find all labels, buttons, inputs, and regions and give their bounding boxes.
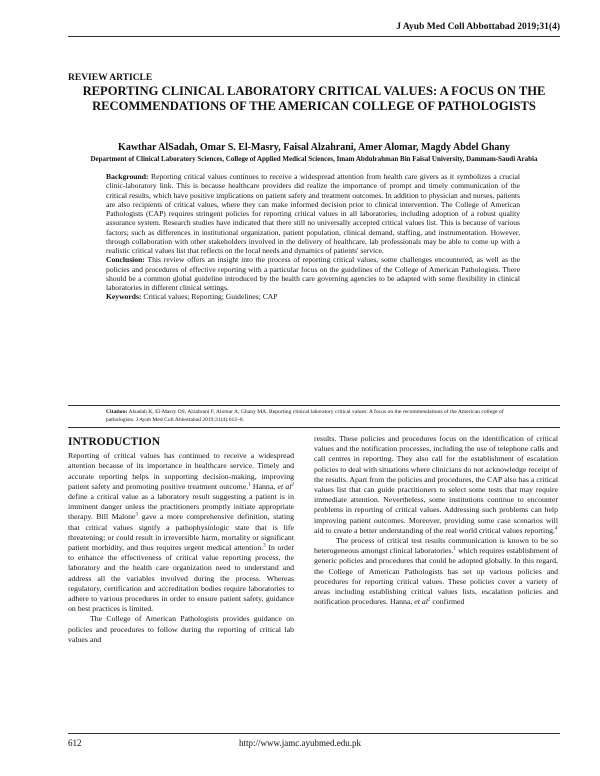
text-run: In order to enhance the effectiveness of critical value reporting process, the laboratory and the health care organization need to understand and address all the variables involved during the process. Whereas regulatory, certification and accreditation bodies require laboratories to adhere to various procedures in order to ensure patient safety, guidance on best practices is limited. xyxy=(68,543,294,614)
text-run: gave a more comprehensive definition, stating that critical values signify a pathophysiologic state that is life threatening; or could result in irreversible harm, mortality or significant patient morbidity, and thus requires urgent medical attention. xyxy=(68,512,294,553)
text-run: results. These policies and procedures focus on the identification of critical values and the notification processes, including the use of telephone calls and call centres in reporting. They also call for the establishment of escalation policies to deal with situations where clinicians do not acknowledge receipt of the results. Apart from the policies and procedures, the CAP also has a critical values list that can guide practitioners to select some tests that may require immediate attention. Nevertheless, some institutions continue to encounter problems in reporting of critical values. Addressing such problems can help improving patient outcomes. Moreover, providing some case scenarios will aid to create a better understanding of the real world critical values reporting. xyxy=(314,434,559,535)
left-column xyxy=(68,437,294,645)
keywords-text: Critical values; Reporting; Guidelines; CAP xyxy=(141,292,278,302)
reference-mark: 4 xyxy=(554,526,558,532)
et-al: et al xyxy=(414,597,428,607)
reference-mark: 3 xyxy=(263,543,266,549)
abstract xyxy=(106,172,520,302)
journal-citation-header: J Ayub Med Coll Abbottabad 2019;31(4) xyxy=(396,22,560,32)
intro-paragraph-2: The College of American Pathologists provides guidance on policies and procedures to follow during the reporting of critical lab values and xyxy=(68,614,294,644)
keywords-label: Keywords: xyxy=(106,292,142,302)
text-run: which requires establishment of generic policies and procedures that could be adopted globally. In this regard, the College of American Pathologists has set up various policies and procedures for reporting critical values. These policies cover a variety of areas including establishing critical values lists, escalation policies and notification procedures. Hanna, xyxy=(314,546,558,607)
text-run: define a critical value as a laboratory result suggesting a patient is in imminent danger unless the practitioners promptly initiate appropriate therapy. Bill Malone xyxy=(68,492,294,522)
abstract-conclusion xyxy=(106,255,520,292)
reference-mark: 3 xyxy=(135,512,139,518)
right-paragraph-2 xyxy=(314,536,558,607)
text-run: confirmed xyxy=(430,597,465,607)
conclusion-label: Conclusion: xyxy=(106,255,145,265)
citation-top-rule xyxy=(68,405,560,406)
et-al: et al xyxy=(277,481,292,491)
text-run: Reporting of critical values has continued to receive a widespread attention because of its importance in healthcare service. Timely and accurate reporting helps in supporting decision-making, improving patient safety and promoting positive treatment outcome. xyxy=(68,451,294,491)
article-title: REPORTING CLINICAL LABORATORY CRITICAL VALUES: A FOCUS ON THE RECOMMENDATIONS OF THE AMERICAN COLLEGE OF PATHOLOGISTS xyxy=(82,84,546,113)
reference-mark: 2 xyxy=(427,597,431,603)
citation-text: Alsadah K, El-Masry OS, Alzahrani F, Alomar A, Ghany MA. Reporting clinical laboratory critical values: A focus on the recommendations of the American college of pathologists. J Ayub Med Coll Abbottabad 2019;31(4):612–8. xyxy=(106,409,504,423)
introduction-heading: INTRODUCTION xyxy=(68,436,161,448)
header-rule xyxy=(68,36,560,37)
citation-block xyxy=(106,409,520,424)
abstract-background xyxy=(106,172,520,255)
reference-mark: 1 xyxy=(248,482,251,488)
article-type: REVIEW ARTICLE xyxy=(68,73,153,83)
intro-paragraph-1 xyxy=(68,451,294,614)
background-text: Reporting critical values continues to receive a widespread attention from health care givers as it symbolizes a crucial clinic-laboratory link. This is because healthcare providers did realize the importance of prompt and timely communication of the critical results, which have positive implications on patient safety and treatment outcomes. In addition to physician and nurses, patients are also recipients of critical values, where they can make informed decision prior to clinical intervention. The College of American Pathologists (CAP) requires stringent policies for reporting critical values in all laboratories, including adoption of a robust quality assurance system. Research studies have indicated that there still no universally accepted critical values list. This is because of various factors; such as differences in institutional organization, patient population, clinical demand, staffing, and instrumentation. However, through collaboration with other stakeholders involved in the delivery of healthcare, lab professionals may be able to come up with a realistic critical values list that reflects on the local needs and dynamics of patients' service. xyxy=(106,172,520,255)
right-column xyxy=(314,434,558,607)
citation-label: Citation: xyxy=(106,409,128,415)
footer-rule xyxy=(68,733,560,734)
citation-bottom-rule xyxy=(68,427,560,428)
journal-url: http://www.jamc.ayubmed.edu.pk xyxy=(239,738,361,748)
author-list: Kawthar AlSadah, Omar S. El-Masry, Faisal Alzahrani, Amer Alomar, Magdy Abdel Ghany xyxy=(118,142,510,153)
text-run: Hanna, xyxy=(250,481,278,491)
page-number: 612 xyxy=(68,738,82,748)
reference-mark: 1 xyxy=(453,546,456,552)
abstract-keywords xyxy=(106,292,520,301)
affiliation: Department of Clinical Laboratory Sciences, College of Applied Medical Sciences, Imam Abdulrahman Bin Faisal University, Dammam-Saudi Arabia xyxy=(90,155,538,163)
background-label: Background: xyxy=(106,172,149,181)
right-paragraph-1 xyxy=(314,434,558,536)
conclusion-text: This review offers an insight into the process of reporting critical values, some challenges encountered, as well as the policies and procedures of effective reporting with a particular focus on the guidelines of the College of American Pathologists. There should be a common global guideline introduced by the health care governing agencies to be adapted with some flexibility in clinical laboratories in different clinical settings. xyxy=(106,255,520,292)
text-run: The process of critical test results communication is known to be so heterogeneous amongst clinical laboratories. xyxy=(314,536,558,556)
reference-mark: 2 xyxy=(291,482,294,488)
